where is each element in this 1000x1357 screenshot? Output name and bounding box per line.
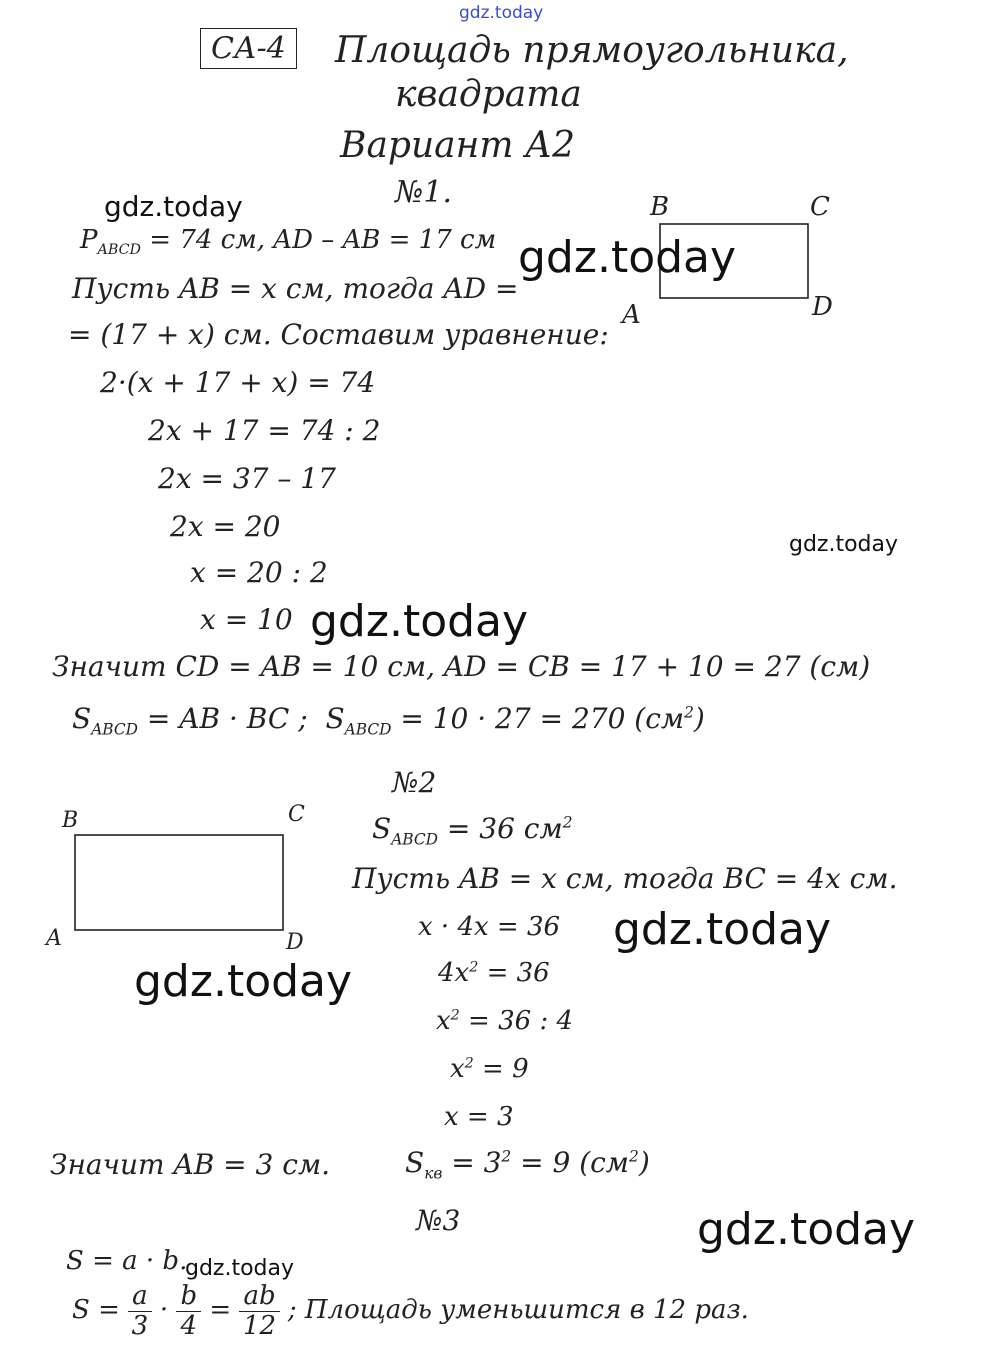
- watermark-1: gdz.today: [104, 190, 243, 223]
- task3-fraction-b-den: 4: [180, 1310, 198, 1341]
- task1-given: [80, 225, 496, 258]
- task1-area-symbol: S: [72, 702, 92, 735]
- watermark-8: gdz.today: [185, 1256, 295, 1281]
- task2-rectangle: [75, 835, 283, 930]
- task2-eq2-a: 4x: [438, 958, 470, 988]
- task2-given-sub: ABCD: [391, 830, 439, 849]
- task1-perimeter-sub: ABCD: [97, 242, 141, 259]
- task2-square-sup2: 2: [629, 1147, 639, 1166]
- task3-s-eq: S =: [72, 1295, 120, 1326]
- task1-label-b: B: [650, 192, 670, 222]
- header-variant: Вариант А2: [340, 125, 576, 166]
- watermark-5: gdz.today: [613, 904, 832, 955]
- task2-eq4-a: x: [450, 1054, 465, 1084]
- task1-area-sup: 2: [684, 703, 694, 722]
- task3-fraction-a-den: 3: [131, 1310, 149, 1341]
- task1-line1: Пусть AB = x см, тогда AD =: [72, 272, 519, 305]
- task1-label-d: D: [812, 292, 833, 322]
- task1-eq1: 2·(x + 17 + x) = 74: [100, 366, 376, 399]
- task2-conclusion: Значит AB = 3 см.: [50, 1148, 331, 1181]
- task2-eq3-a: x: [436, 1006, 451, 1036]
- task1-given-rest: = 74 см, AD – AB = 17 см: [141, 225, 497, 255]
- task2-line1: Пусть AB = x см, тогда BC = 4x см.: [352, 862, 898, 895]
- watermark-3: gdz.today: [789, 532, 899, 557]
- task2-eq3: [436, 1006, 573, 1036]
- task2-square-b: = 3: [442, 1146, 502, 1179]
- task1-eq3: 2x = 37 – 17: [158, 462, 336, 495]
- task3-number: №3: [416, 1204, 461, 1237]
- header-code: СА-4: [211, 31, 286, 66]
- task1-area-close: ): [693, 702, 705, 735]
- task2-eq4-sup: 2: [464, 1055, 474, 1072]
- task2-eq2-sup: 2: [469, 959, 479, 976]
- task2-square-sub: кв: [424, 1164, 443, 1183]
- task1-line2: = (17 + x) см. Составим уравнение:: [68, 318, 609, 351]
- task2-given-symbol: S: [372, 812, 392, 845]
- task1-area-sub: ABCD: [91, 720, 139, 739]
- task2-given-sup: 2: [562, 813, 573, 832]
- task3-fraction-ab: [239, 1282, 279, 1340]
- task1-area: [72, 702, 705, 739]
- task3-fraction-b-num: b: [176, 1282, 201, 1312]
- task1-label-a: A: [622, 300, 641, 330]
- task3-fraction-a: [128, 1282, 152, 1340]
- task1-area-symbol-2: S: [325, 702, 345, 735]
- task1-conclusion: Значит CD = AB = 10 см, AD = CB = 17 + 10 = 27 (см): [52, 650, 871, 683]
- task1-label-c: C: [810, 192, 830, 222]
- watermark-4: gdz.today: [310, 596, 529, 647]
- task1-eq4: 2x = 20: [170, 510, 281, 543]
- header-title-line2: квадрата: [395, 74, 582, 115]
- task2-number: №2: [392, 766, 437, 799]
- task2-eq2-b: = 36: [478, 958, 550, 988]
- task2-eq3-sup: 2: [450, 1007, 460, 1024]
- task2-eq3-b: = 36 : 4: [459, 1006, 574, 1036]
- task2-square-sup: 2: [501, 1147, 512, 1166]
- task2-eq1: x · 4x = 36: [418, 912, 561, 942]
- task2-label-d: D: [286, 930, 304, 955]
- task2-given-rest: = 36 см: [438, 812, 563, 845]
- task1-area-result: = 10 · 27 = 270 (см: [391, 702, 685, 735]
- task1-area-formula: = AB · BC ;: [138, 702, 308, 735]
- task2-eq2: [438, 958, 550, 988]
- watermark-6: gdz.today: [134, 956, 353, 1007]
- task1-eq2: 2x + 17 = 74 : 2: [148, 414, 381, 447]
- task2-label-b: B: [62, 808, 79, 833]
- task2-square-c: = 9 (см: [511, 1146, 630, 1179]
- task3-conclusion: ; Площадь уменьшится в 12 раз.: [287, 1295, 749, 1326]
- header-title-line1: Площадь прямоугольника,: [335, 30, 849, 71]
- task2-eq4-b: = 9: [473, 1054, 529, 1084]
- task3-fraction-ab-den: 12: [242, 1310, 277, 1341]
- task2-square-area: [405, 1146, 650, 1183]
- task1-number: №1.: [395, 175, 453, 210]
- task3-fraction-ab-num: ab: [239, 1282, 279, 1312]
- task1-eq6: x = 10: [200, 603, 293, 636]
- watermark-top: gdz.today: [459, 3, 544, 23]
- task1-eq5: x = 20 : 2: [190, 556, 328, 589]
- task2-square-d: ): [638, 1146, 650, 1179]
- task3-fraction-line: S = $\frac{a}{3}$ · $\frac{b}{4}$ = $\frac{ab}{12}$ ; Площадь уменьшится в 12 раз.: [72, 1281, 749, 1341]
- watermark-7: gdz.today: [697, 1204, 916, 1255]
- task1-area-sub-2: ABCD: [344, 720, 392, 739]
- watermark-2: gdz.today: [518, 232, 737, 283]
- header-code-box: [200, 28, 297, 69]
- task2-rectangle-figure: [60, 820, 320, 950]
- task1-perimeter-symbol: P: [80, 225, 98, 255]
- task3-fraction-a-num: a: [128, 1282, 152, 1312]
- task2-eq4: [450, 1054, 529, 1084]
- task2-square-symbol: S: [405, 1146, 425, 1179]
- task2-given: [372, 812, 573, 849]
- task2-label-c: C: [288, 802, 305, 827]
- task2-eq5: x = 3: [444, 1102, 514, 1132]
- task2-label-a: A: [46, 926, 62, 951]
- task3-fraction-b: [176, 1282, 201, 1340]
- task3-formula: S = a · b.: [66, 1246, 188, 1276]
